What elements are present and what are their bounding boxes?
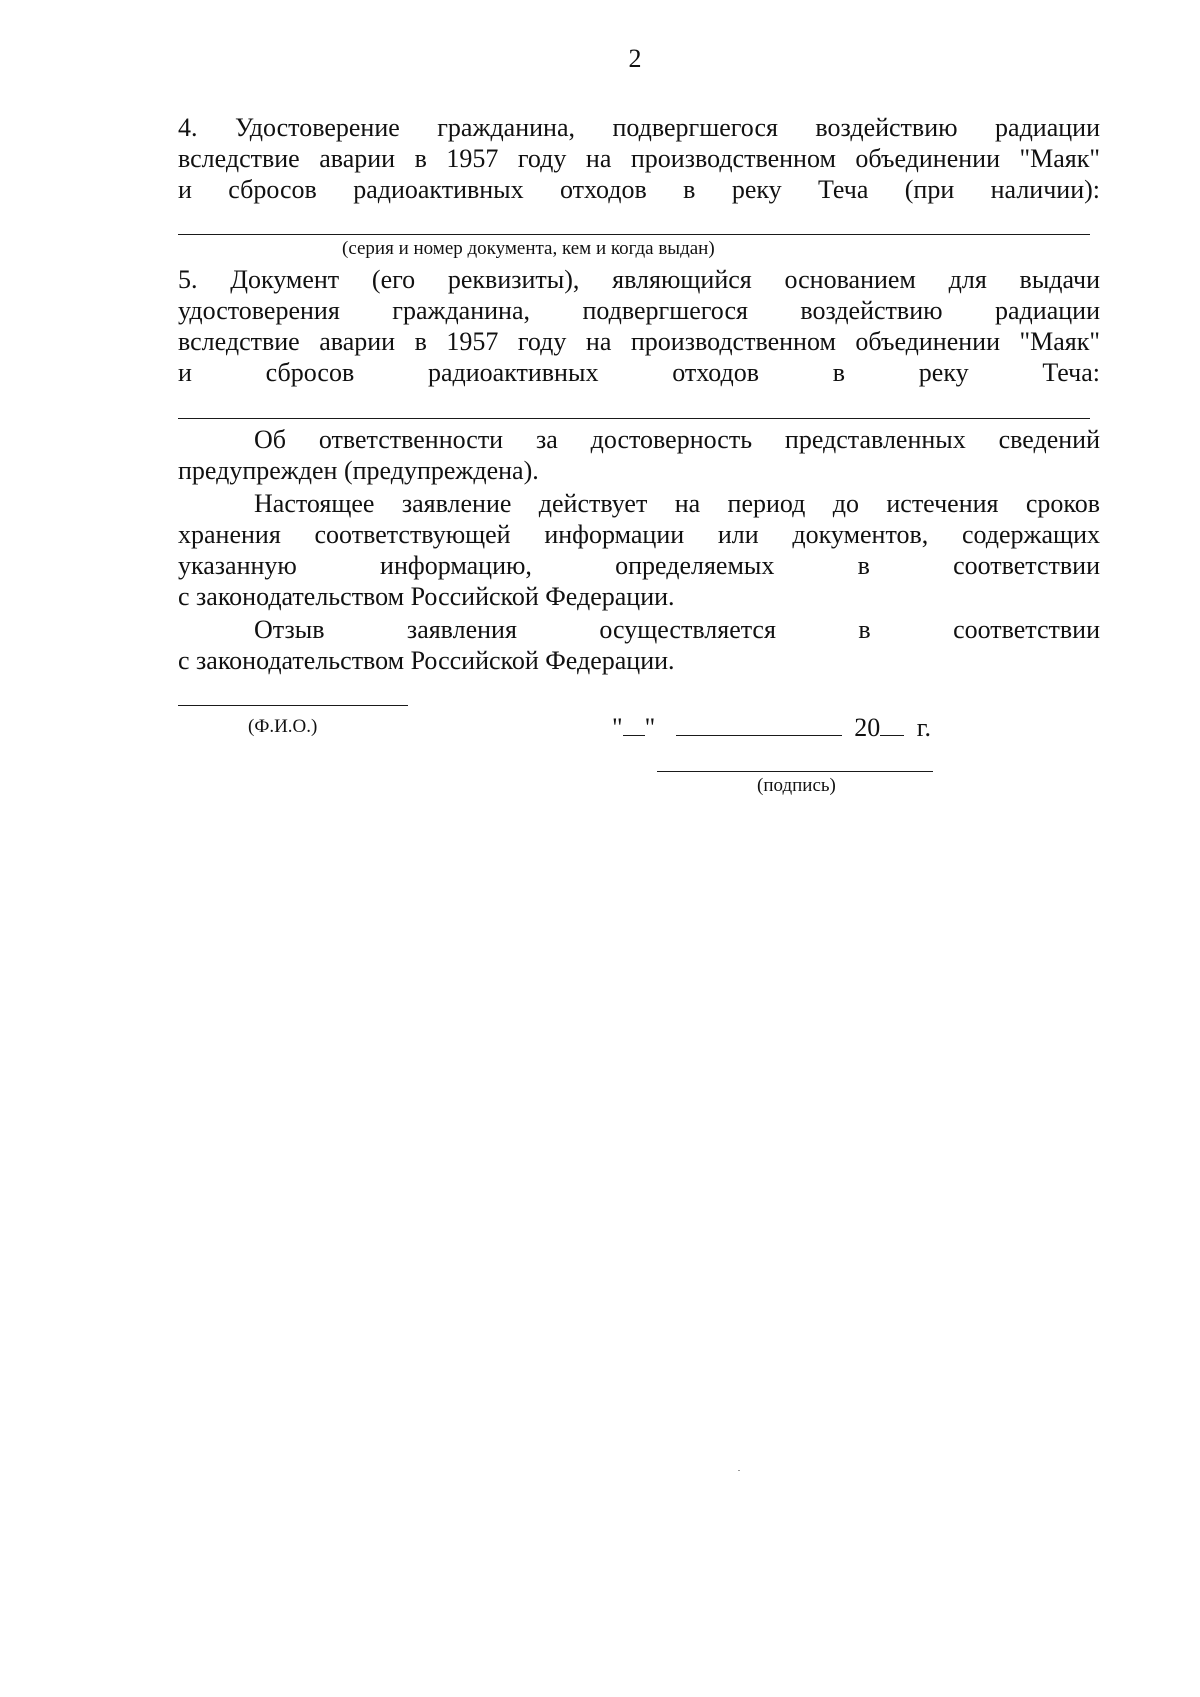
- revocation-line-1: Отзыв заявления осуществляется в соответствии: [254, 615, 1100, 644]
- item-4-fill-line: [178, 234, 1090, 235]
- date-line: [612, 709, 931, 743]
- page-number: 2: [628, 44, 642, 73]
- item-5-line-4: и сбросов радиоактивных отходов в реку Теча:: [178, 358, 1100, 387]
- responsibility-line-2: предупрежден (предупреждена).: [178, 456, 539, 485]
- scan-speck: [738, 1470, 740, 1471]
- item-5-line-3: вследствие аварии в 1957 году на производственном объединении "Маяк": [178, 327, 1100, 356]
- responsibility-paragraph: [178, 424, 1100, 486]
- item-5-paragraph: [178, 264, 1100, 388]
- responsibility-line-1: Об ответственности за достоверность представленных сведений: [254, 425, 1100, 454]
- year-blank: [880, 709, 904, 736]
- revocation-line-2: с законодательством Российской Федерации.: [178, 646, 675, 675]
- item-4-paragraph: [178, 112, 1100, 205]
- revocation-paragraph: [178, 614, 1100, 676]
- item-5-line-1: 5. Документ (его реквизиты), являющийся основанием для выдачи: [178, 265, 1100, 294]
- validity-line-4: с законодательством Российской Федерации.: [178, 582, 675, 611]
- item-4-line-3: и сбросов радиоактивных отходов в реку Теча (при наличии):: [178, 175, 1100, 204]
- year-prefix: 20: [854, 713, 881, 742]
- day-blank: [623, 709, 645, 736]
- fio-caption: (Ф.И.О.): [248, 716, 318, 737]
- validity-line-3: указанную информацию, определяемых в соответствии: [178, 551, 1100, 580]
- validity-line-2: хранения соответствующей информации или документов, содержащих: [178, 520, 1100, 549]
- item-5-line-2: удостоверения гражданина, подвергшегося воздействию радиации: [178, 296, 1100, 325]
- validity-paragraph: [178, 488, 1100, 612]
- item-4-line-2: вследствие аварии в 1957 году на производственном объединении "Маяк": [178, 144, 1100, 173]
- item-5-fill-line: [178, 418, 1090, 419]
- year-suffix: г.: [916, 713, 931, 742]
- validity-line-1: Настоящее заявление действует на период до истечения сроков: [254, 489, 1100, 518]
- quote-close: ": [644, 713, 656, 742]
- signature-caption: (подпись): [757, 775, 836, 796]
- fio-fill-line: [178, 705, 408, 706]
- item-4-caption: (серия и номер документа, кем и когда выдан): [342, 238, 715, 259]
- month-blank: [676, 709, 842, 736]
- item-4-line-1: 4. Удостоверение гражданина, подвергшегося воздействию радиации: [178, 113, 1100, 142]
- quote-open: ": [612, 713, 623, 742]
- signature-fill-line: [657, 771, 933, 772]
